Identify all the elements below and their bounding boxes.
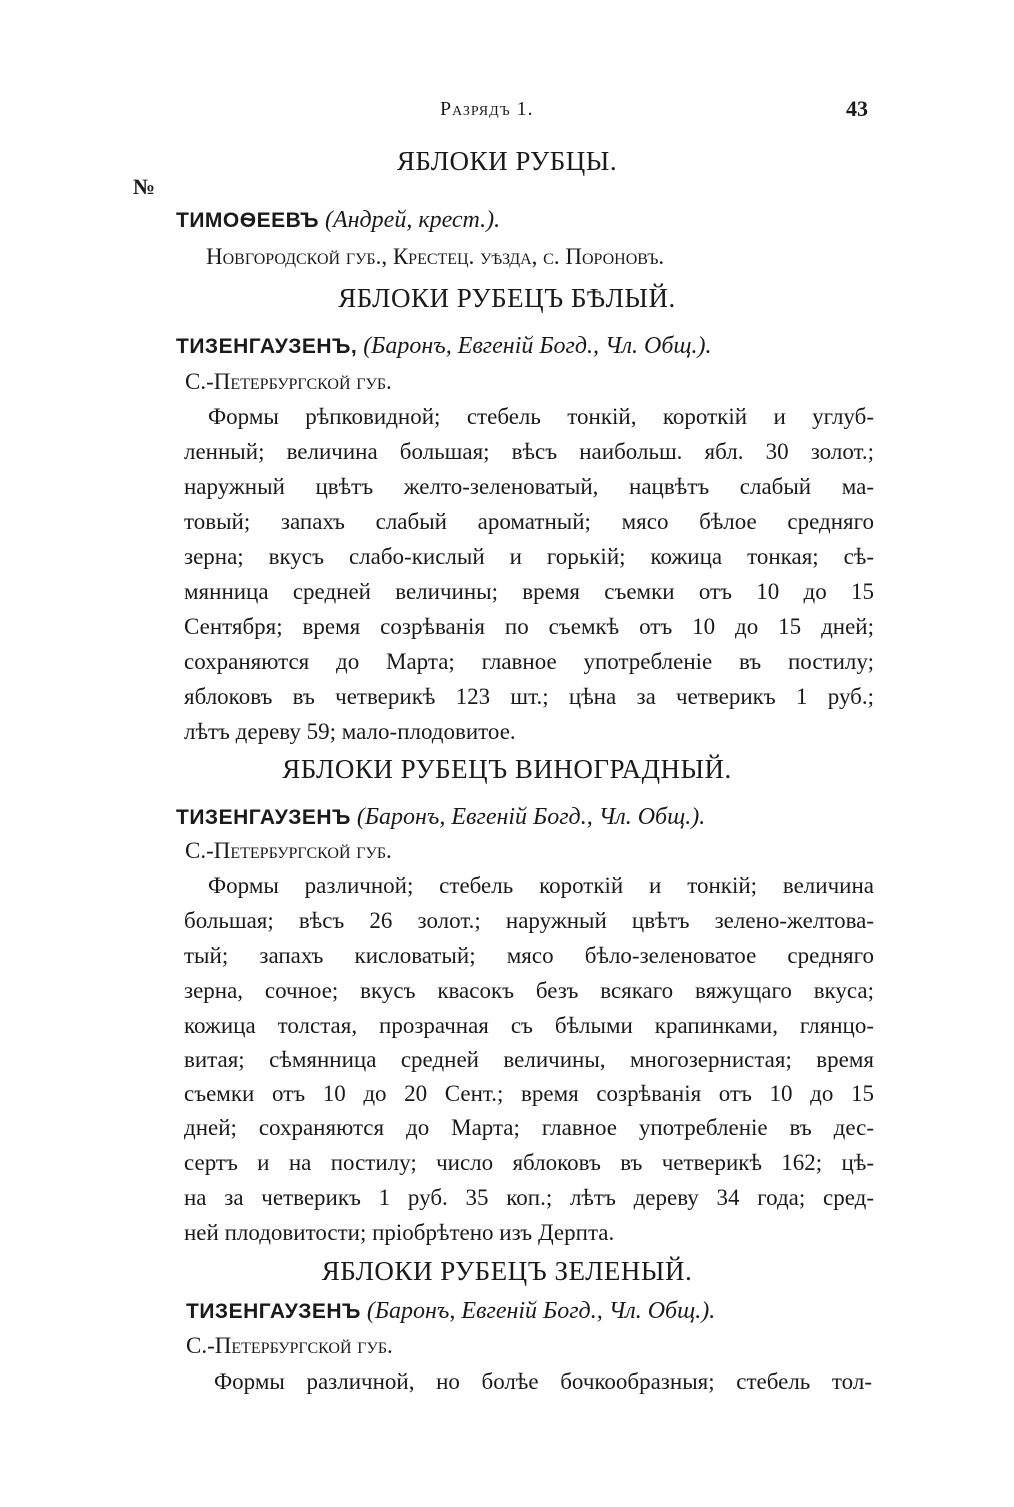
description-line: сертъ и на постилу; число яблоковъ въ четверикѣ 162; цѣ- xyxy=(184,1150,874,1175)
entry-surname: ТИМОѲЕЕВЪ xyxy=(176,209,319,232)
entry-place: С.-Петербургской губ. xyxy=(185,369,392,394)
description-line: на за четверикъ 1 руб. 35 коп.; лѣтъ дереву 34 года; сред- xyxy=(184,1185,874,1210)
description-line: тый; запахъ кисловатый; мясо бѣло-зеленоватое средняго xyxy=(184,943,874,968)
entry-surname: ТИЗЕНГАУЗЕНЪ xyxy=(176,806,351,829)
description-line: Формы различной; стебель короткій и тонкій; величина xyxy=(208,873,874,898)
entry-title: (Андрей, крест.). xyxy=(324,207,501,233)
running-head: Разрядъ 1. xyxy=(440,98,534,120)
description-line: дней; сохраняются до Марта; главное употребленіе въ дес- xyxy=(184,1115,874,1140)
description-line: Сентября; время созрѣванія по съемкѣ отъ 10 до 15 дней; xyxy=(184,614,874,639)
entry-place: С.-Петербургской губ. xyxy=(185,838,392,863)
section-heading: ЯБЛОКИ РУБЕЦЪ ЗЕЛЕНЫЙ. xyxy=(321,1256,693,1286)
description-line: Формы различной, но болѣе бочкообразныя; стебель тол- xyxy=(214,1369,872,1394)
description-line: зерна; вкусъ слабо-кислый и горькій; кожица тонкая; сѣ- xyxy=(184,544,874,569)
description-line: лѣтъ дереву 59; мало-плодовитое. xyxy=(184,719,516,744)
description-line: товый; запахъ слабый ароматный; мясо бѣлое средняго xyxy=(184,509,874,534)
description-line: кожица толстая, прозрачная съ бѣлыми крапинками, глянцо- xyxy=(184,1013,874,1038)
entry-place: С.-Петербургской губ. xyxy=(186,1333,393,1358)
entry-place: Новгородской губ., Крестец. уѣзда, с. Пороновъ. xyxy=(206,244,665,269)
description-line: витая; сѣмянница средней величины, многозернистая; время xyxy=(184,1047,874,1072)
entry-name xyxy=(186,1298,715,1325)
description-line: Формы рѣпковидной; стебель тонкій, короткій и углуб- xyxy=(208,404,874,429)
numero-mark: № xyxy=(133,174,156,199)
entry-name xyxy=(176,333,712,360)
description-line: сохраняются до Марта; главное употребленіе въ постилу; xyxy=(184,649,874,674)
description-line: ней плодовитости; пріобрѣтено изъ Дерпта. xyxy=(184,1220,615,1245)
entry-name xyxy=(176,804,705,831)
description-line: наружный цвѣтъ желто-зеленоватый, нацвѣтъ слабый ма- xyxy=(184,474,874,499)
section-heading: ЯБЛОКИ РУБЕЦЪ ВИНОГРАДНЫЙ. xyxy=(282,754,732,784)
entry-surname: ТИЗЕНГАУЗЕНЪ, xyxy=(176,335,358,358)
description-line: мянница средней величины; время съемки отъ 10 до 15 xyxy=(184,579,874,604)
page-number: 43 xyxy=(846,96,868,121)
entry-title: (Баронъ, Евгеній Богд., Чл. Общ.). xyxy=(356,804,706,830)
description-line: зерна, сочное; вкусъ квасокъ безъ всякаго вяжущаго вкуса; xyxy=(184,978,874,1003)
description-line: яблоковъ въ четверикѣ 123 шт.; цѣна за четверикъ 1 руб.; xyxy=(184,684,874,709)
entry-title: (Баронъ, Евгеній Богд., Чл. Общ.). xyxy=(363,333,712,359)
description-line: большая; вѣсъ 26 золот.; наружный цвѣтъ зелено-желтова- xyxy=(184,908,874,933)
entry-name xyxy=(176,207,500,234)
description-line: съемки отъ 10 до 20 Сент.; время созрѣванія отъ 10 до 15 xyxy=(184,1081,874,1106)
entry-title: (Баронъ, Евгеній Богд., Чл. Общ.). xyxy=(366,1298,716,1324)
section-heading: ЯБЛОКИ РУБЕЦЪ БѢЛЫЙ. xyxy=(338,283,676,313)
description-line: ленный; величина большая; вѣсъ наибольш. ябл. 30 золот.; xyxy=(184,439,874,464)
section-heading: ЯБЛОКИ РУБЦЫ. xyxy=(396,146,618,176)
entry-surname: ТИЗЕНГАУЗЕНЪ xyxy=(186,1300,361,1323)
